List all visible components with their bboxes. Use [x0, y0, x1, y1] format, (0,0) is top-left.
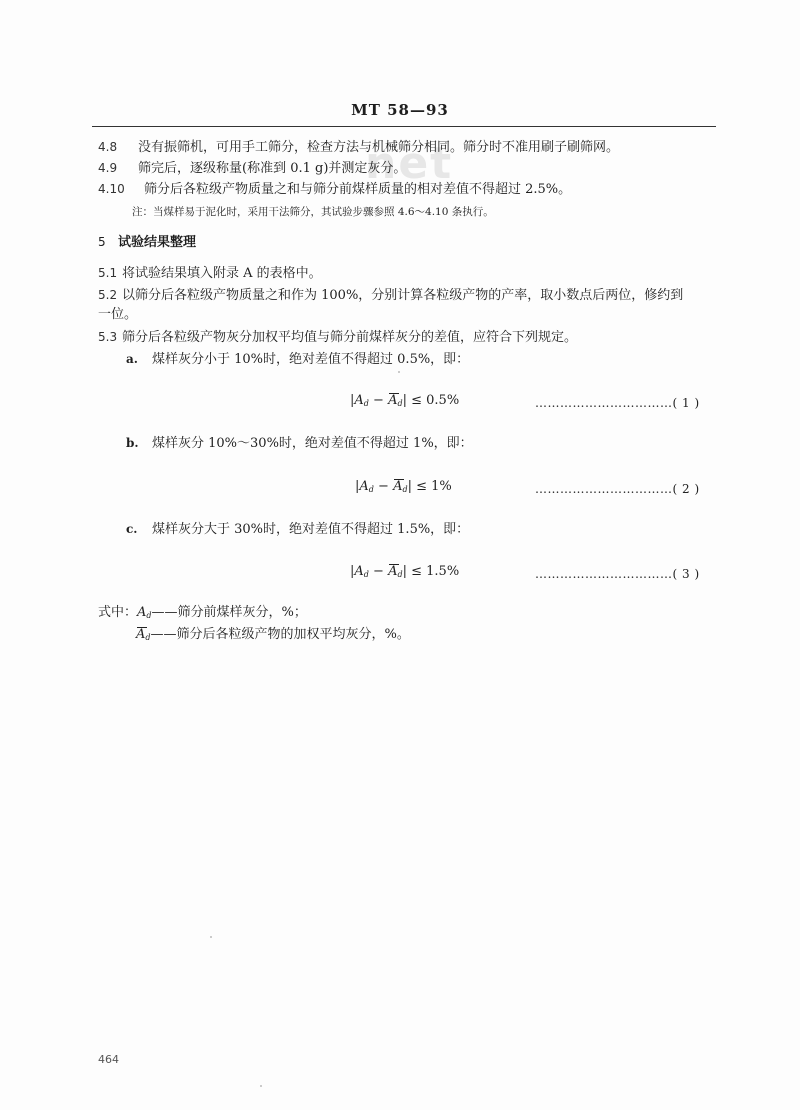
equation-leader-3 [535, 565, 700, 583]
clause-5-2 [98, 286, 683, 305]
clause-5-1 [98, 264, 322, 283]
formula-var-ad-bar: $A_d$ [388, 563, 403, 584]
case-a [126, 350, 469, 369]
scan-speck [210, 936, 212, 938]
case-c [126, 520, 469, 539]
abs-bar-left: | [355, 479, 360, 494]
clause-4-9 [98, 159, 406, 178]
equation-number: ( 3 ) [672, 567, 700, 581]
clause-5-2-continued: 一位。 [98, 307, 138, 322]
clause-text: 没有振筛机，可用手工筛分，检查方法与机械筛分相同。筛分时不准用刷子刷筛网。 [138, 140, 620, 155]
abs-bar-left: | [350, 393, 355, 408]
equation-number: ( 2 ) [672, 482, 700, 496]
clause-number: 4.8 [98, 140, 118, 154]
legend-var: $A_d$ [136, 626, 151, 647]
clause-number: 5.1 [98, 266, 118, 280]
minus-sign: − [373, 479, 394, 494]
leader-dots: …………………………… [535, 396, 673, 410]
leq-sign: ≤ [406, 564, 427, 579]
minus-sign: − [368, 393, 389, 408]
section-number: 5 [98, 235, 106, 249]
section-5-heading [98, 233, 196, 252]
equation-leader-1 [535, 394, 700, 412]
case-text: 煤样灰分 10%～30%时，绝对差值不得超过 1%，即： [152, 436, 473, 451]
abs-bar-right: | [402, 564, 407, 579]
formula-var-ad: $A_d$ [354, 393, 369, 408]
scan-speck [260, 1085, 262, 1087]
clause-number: 5.2 [98, 288, 118, 302]
formula-var-ad-bar: $A_d$ [393, 478, 408, 499]
clause-4-8 [98, 138, 619, 157]
watermark: net [365, 138, 454, 189]
leq-sign: ≤ [406, 393, 427, 408]
case-text: 煤样灰分小于 10%时，绝对差值不得超过 0.5%，即： [152, 352, 470, 367]
formula-1 [350, 392, 459, 413]
note: 注：当煤样易于泥化时，采用干法筛分，其试验步骤参照 4.6～4.10 条执行。 [132, 206, 494, 218]
formula-limit: 0.5% [426, 393, 460, 408]
case-b [126, 434, 473, 453]
clause-text: 筛分后各粒级产物灰分加权平均值与筛分前煤样灰分的差值，应符合下列规定。 [122, 330, 578, 345]
clause-text: 将试验结果填入附录 A 的表格中。 [122, 266, 322, 281]
section-title: 试验结果整理 [118, 235, 197, 250]
formula-var-ad: $A_d$ [354, 564, 369, 579]
formula-var-ad: $A_d$ [359, 479, 374, 494]
legend-desc: ——筛分后各粒级产物的加权平均灰分，%。 [150, 627, 410, 642]
case-label: a. [126, 352, 138, 366]
legend-desc: ——筛分前煤样灰分，%； [151, 605, 307, 620]
abs-bar-right: | [402, 393, 407, 408]
standard-number-header: MT 58—93 [351, 101, 449, 119]
formula-var-ad-bar: $A_d$ [388, 392, 403, 413]
clause-text: 筛完后，逐级称量(称准到 0.1 g)并测定灰分。 [138, 161, 407, 176]
clause-text: 以筛分后各粒级产物质量之和作为 100%，分别计算各粒级产物的产率，取小数点后两位，修约到 [122, 288, 684, 303]
abs-bar-left: | [350, 564, 355, 579]
legend-line-2 [136, 626, 410, 647]
legend-line-1 [98, 604, 307, 625]
scan-speck [398, 371, 400, 373]
minus-sign: − [368, 564, 389, 579]
header-rule [92, 126, 716, 127]
legend-var: $A_d$ [137, 605, 152, 620]
clause-text: 筛分后各粒级产物质量之和与筛分前煤样质量的相对差值不得超过 2.5%。 [144, 182, 572, 197]
leader-dots: …………………………… [535, 482, 673, 496]
page-number: 464 [98, 1053, 119, 1066]
legend-prefix: 式中： [98, 605, 138, 620]
clause-number: 4.10 [98, 182, 125, 196]
equation-number: ( 1 ) [672, 396, 700, 410]
clause-5-3 [98, 328, 577, 347]
abs-bar-right: | [407, 479, 412, 494]
leader-dots: …………………………… [535, 567, 673, 581]
formula-2 [355, 478, 452, 499]
case-label: b. [126, 436, 139, 450]
clause-4-10 [98, 180, 571, 199]
clause-number: 4.9 [98, 161, 118, 175]
formula-3 [350, 563, 459, 584]
formula-limit: 1.5% [426, 564, 460, 579]
leq-sign: ≤ [411, 479, 432, 494]
equation-leader-2 [535, 480, 700, 498]
formula-limit: 1% [431, 479, 452, 494]
case-label: c. [126, 522, 138, 536]
case-text: 煤样灰分大于 30%时，绝对差值不得超过 1.5%，即： [152, 522, 470, 537]
clause-number: 5.3 [98, 330, 118, 344]
